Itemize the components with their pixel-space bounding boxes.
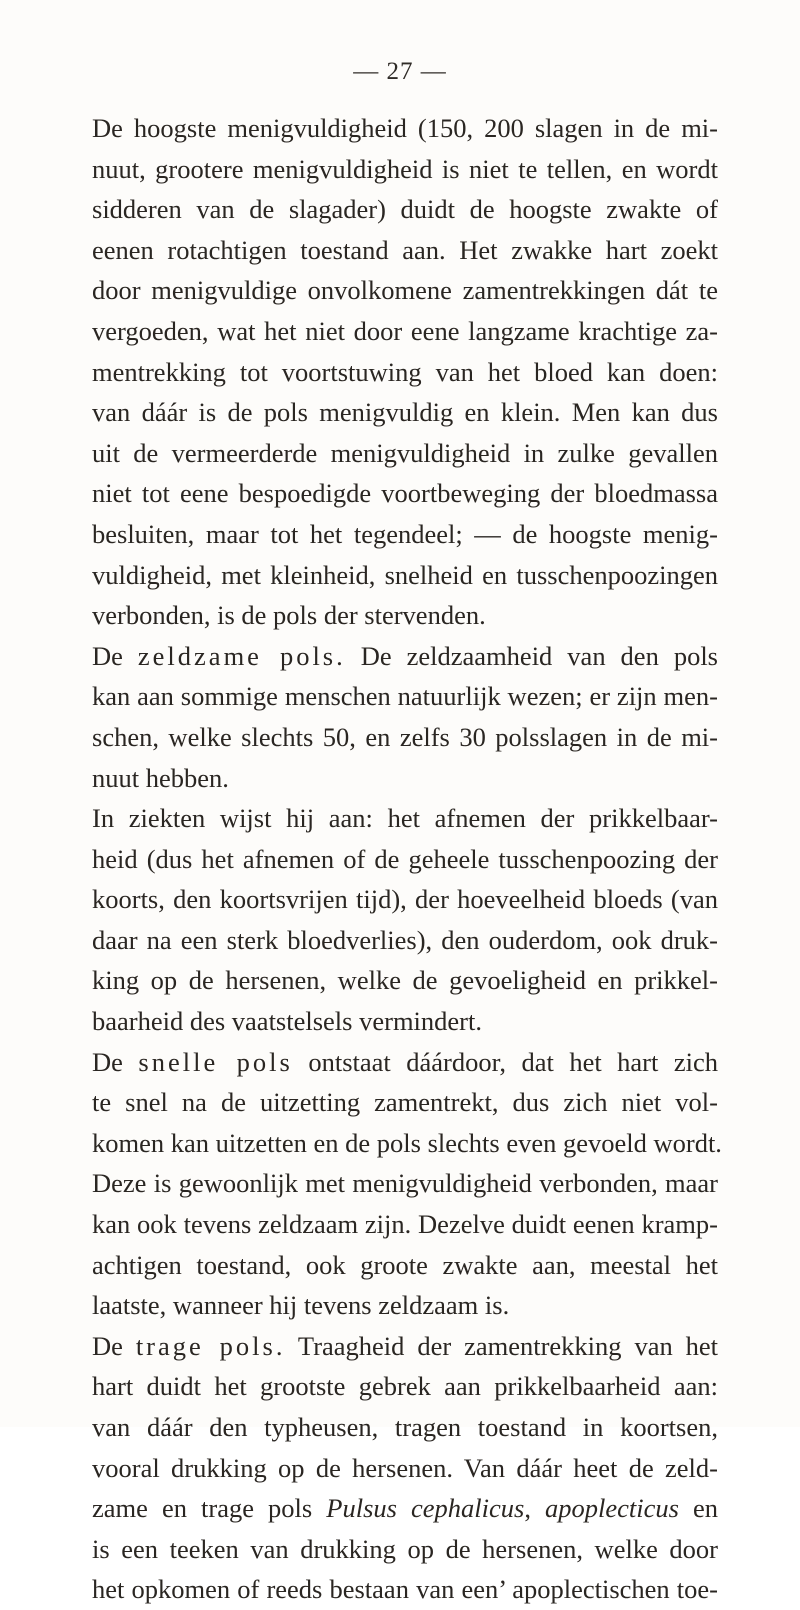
text-line — [92, 1448, 718, 1489]
text-line — [92, 352, 718, 393]
text-run: daar na een sterk bloedverlies), den ouderdom, ook druk- — [92, 924, 718, 955]
text-run: komen kan uitzetten en de pols slechts even gevoeld wordt. — [92, 1127, 722, 1158]
text-line — [92, 636, 718, 677]
text-line — [92, 1326, 718, 1367]
text-line — [92, 879, 718, 920]
text-line — [92, 960, 718, 1001]
text-run: eenen rotachtigen toestand aan. Het zwakke hart zoekt — [92, 234, 718, 265]
text-line — [92, 1163, 718, 1204]
text-run: , — [524, 1493, 546, 1524]
text-run: De hoogste menigvuldigheid (150, 200 slagen in de mi- — [92, 113, 718, 143]
text-run: door menigvuldige onvolkomene zamentrekkingen dát te — [92, 275, 718, 306]
text-run: besluiten, maar tot het tegendeel; — de hoogste menig- — [92, 518, 718, 549]
spaced-heading: zeldzame pols. — [137, 640, 346, 671]
text-line — [92, 1529, 718, 1570]
italic-term: Pulsus cephalicus — [326, 1493, 525, 1524]
text-line — [92, 1082, 718, 1123]
text-run: van dáár is de pols menigvuldig en klein. Men kan dus — [92, 397, 718, 428]
text-line — [92, 189, 718, 230]
text-run: Traagheid der zamentrekking van het — [285, 1330, 718, 1361]
text-line — [92, 555, 718, 596]
text-line — [92, 758, 718, 799]
text-run: sidderen van de slagader) duidt de hoogste zwakte of — [92, 194, 718, 225]
text-run: nuut, grootere menigvuldigheid is niet te tellen, en wordt — [92, 153, 718, 184]
text-run: koorts, den koortsvrijen tijd), der hoeveelheid bloeds (van — [92, 884, 718, 915]
text-line — [92, 1488, 718, 1529]
text-run: nuut hebben. — [92, 762, 229, 793]
text-line — [92, 311, 718, 352]
text-run: het opkomen of reeds bestaan van een’ apoplectischen toe- — [92, 1574, 718, 1605]
text-line — [92, 514, 718, 555]
page-number: — 27 — — [353, 58, 447, 85]
text-run: is een teeken van drukking op de hersenen, welke door — [92, 1533, 718, 1564]
text-run: vergoeden, wat het niet door eene langzame krachtige za- — [92, 315, 718, 346]
text-run: kan aan sommige menschen natuurlijk wezen; er zijn men- — [92, 681, 718, 712]
text-line — [92, 1285, 718, 1326]
text-line — [92, 473, 718, 514]
text-line — [92, 1001, 718, 1042]
text-line — [92, 1407, 718, 1448]
text-line — [92, 717, 718, 758]
text-line — [92, 433, 718, 474]
text-run: De — [92, 1330, 136, 1361]
text-run: vooral drukking op de hersenen. Van dáár heet de zeld- — [92, 1452, 718, 1483]
text-line — [92, 1042, 718, 1083]
text-line — [92, 1123, 722, 1164]
text-run: en — [678, 1493, 719, 1524]
text-line — [92, 108, 718, 149]
body-text — [92, 108, 722, 1610]
text-run: van dáár den typheusen, tragen toestand in koortsen, — [92, 1412, 718, 1442]
spaced-heading: trage pols. — [135, 1330, 286, 1361]
text-line — [92, 230, 718, 271]
text-run: laatste, wanneer hij tevens zeldzaam is. — [92, 1290, 510, 1321]
text-line — [92, 920, 718, 961]
text-line — [92, 1366, 718, 1407]
spaced-heading: snelle pols — [138, 1046, 293, 1077]
text-run: hart duidt het grootste gebrek aan prikkelbaarheid aan: — [92, 1371, 718, 1402]
text-run: mentrekking tot voortstuwing van het bloed kan doen: — [92, 356, 718, 387]
text-run: zame en trage pols — [92, 1493, 327, 1524]
text-run: achtigen toestand, ook groote zwakte aan, meestal het — [92, 1249, 718, 1280]
text-line — [92, 1245, 718, 1286]
text-run: baarheid des vaatstelsels vermindert. — [92, 1006, 482, 1037]
text-run: In ziekten wijst hij aan: het afnemen der prikkelbaar- — [92, 803, 718, 834]
text-run: niet tot eene bespoedigde voortbeweging der bloedmassa — [92, 478, 718, 509]
text-line — [92, 798, 718, 839]
text-run: uit de vermeerderde menigvuldigheid in zulke gevallen — [92, 437, 718, 468]
text-run: te snel na de uitzetting zamentrekt, dus zich niet vol- — [92, 1087, 718, 1118]
text-run: De — [92, 1046, 139, 1077]
text-run: schen, welke slechts 50, en zelfs 30 polsslagen in de mi- — [92, 721, 718, 752]
text-line — [92, 839, 718, 880]
text-run: De zeldzaamheid van den pols — [345, 640, 718, 671]
text-line — [92, 1204, 718, 1245]
text-line — [92, 392, 718, 433]
text-run: ontstaat dáárdoor, dat het hart zich — [292, 1046, 718, 1077]
text-run: verbonden, is de pols der stervenden. — [92, 600, 486, 631]
text-run: De — [92, 640, 138, 671]
text-run: kan ook tevens zeldzaam zijn. Dezelve duidt eenen kramp- — [92, 1209, 718, 1240]
italic-term: apoplecticus — [545, 1493, 679, 1524]
text-line — [92, 595, 718, 636]
text-line — [92, 1569, 718, 1610]
text-line — [92, 149, 718, 190]
text-line — [92, 676, 718, 717]
text-run: Deze is gewoonlijk met menigvuldigheid verbonden, maar — [92, 1168, 718, 1199]
text-run: vuldigheid, met kleinheid, snelheid en tusschenpoozingen — [92, 559, 718, 590]
text-run: king op de hersenen, welke de gevoeligheid en prikkel- — [92, 965, 718, 996]
text-line — [92, 270, 718, 311]
text-run: heid (dus het afnemen of de geheele tusschenpoozing der — [92, 843, 718, 874]
